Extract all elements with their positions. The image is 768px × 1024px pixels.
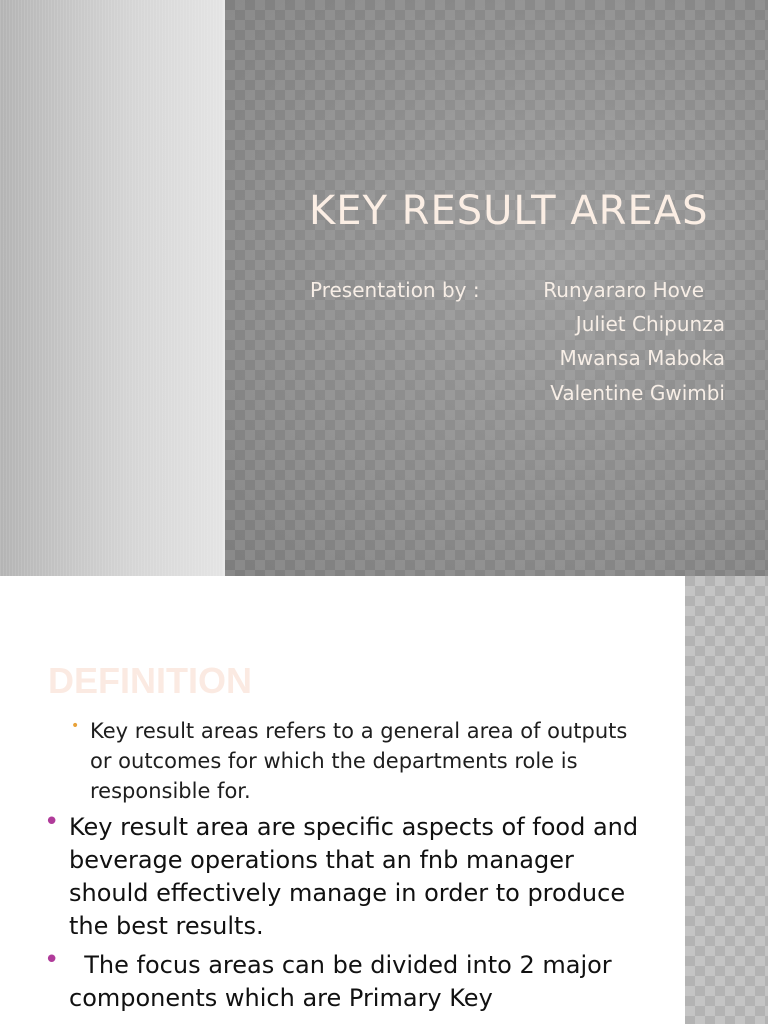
presenter-label: Presentation by : [310,278,480,302]
bullet-text: The focus areas can be divided into 2 major components which are Primary Key [69,951,612,1012]
presenter-name: Runyararo Hove [543,278,704,302]
presenter-name: Valentine Gwimbi [550,381,725,405]
bullet-text: Key result areas refers to a general area of outputs or outcomes for which the departments role is responsible for. [90,719,628,803]
bullet-dot-icon: • [71,718,80,734]
right-pattern-strip [685,576,768,1024]
presenter-name: Mwansa Maboka [559,346,725,370]
bullet-text: Key result area are specific aspects of food and beverage operations that an fnb manager should effectively manage in order to produce the best results. [69,813,639,940]
bullet-dot-icon: • [44,807,60,837]
bullet-dot-icon: • [44,945,60,975]
slide-title: KEY RESULT AREAS [309,188,709,234]
presenter-name: Juliet Chipunza [575,312,725,336]
definition-slide [0,576,768,1024]
slide-heading: DEFINITION [48,660,252,701]
left-gradient-panel [0,0,223,576]
